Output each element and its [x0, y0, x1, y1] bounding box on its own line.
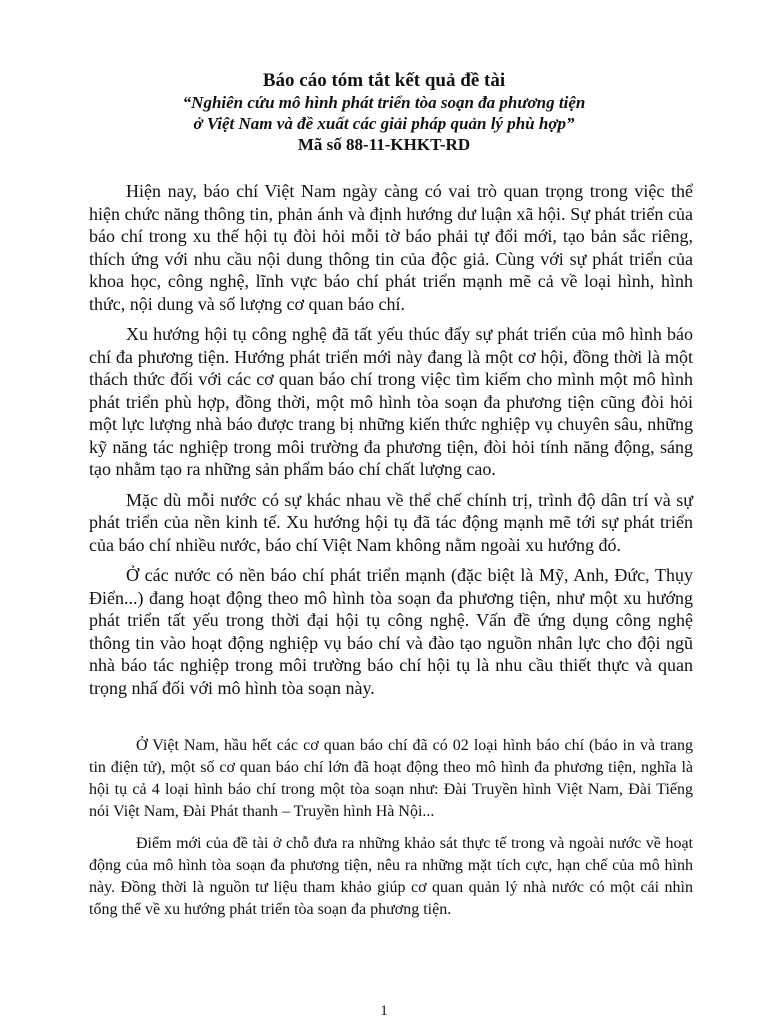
body-section-main — [89, 180, 693, 707]
paragraph-6: Điểm mới của đề tài ở chỗ đưa ra những khảo sát thực tế trong và ngoài nước về hoạt động của mô hình tòa soạn đa phương tiện, nêu ra những mặt tích cực, hạn chế của mô hình này. Đồng thời là nguồn tư liệu tham khảo giúp cơ quan quản lý nhà nước có một cái nhìn tổng thể về xu hướng phát triển tòa soạn đa phương tiện. — [89, 835, 693, 918]
paragraph-2: Xu hướng hội tụ công nghệ đã tất yếu thúc đẩy sự phát triển của mô hình báo chí đa phương tiện. Hướng phát triển mới này đang là một cơ hội, đồng thời là một thách thức đối với các cơ quan báo chí trong việc tìm kiếm cho mình một mô hình phát triển phù hợp, đồng thời, một mô hình tòa soạn đa phương tiện cũng đòi hỏi một lực lượng nhà báo được trang bị những kiến thức nghiệp vụ chuyên sâu, những kỹ năng tác nghiệp trong môi trường đa phương tiện, đòi hỏi tính năng động, sáng tạo nhằm tạo ra những sản phẩm báo chí chất lượng cao. — [89, 324, 693, 479]
document-header — [0, 70, 768, 155]
page-number: 1 — [380, 1003, 388, 1019]
project-code: Mã số 88-11-KHKT-RD — [297, 135, 471, 154]
document-title: Báo cáo tóm tắt kết quả đề tài — [262, 70, 506, 91]
paragraph-3: Mặc dù mỗi nước có sự khác nhau về thể chế chính trị, trình độ dân trí và sự phát triển của nền kinh tế. Xu hướng hội tụ đã tác động mạnh mẽ tới sự phát triển của báo chí nhiều nước, báo chí Việt Nam không nằm ngoài xu hướng đó. — [89, 489, 693, 555]
paragraph-1: Hiện nay, báo chí Việt Nam ngày càng có vai trò quan trọng trong việc thể hiện chức năng thông tin, phản ánh và định hướng dư luận xã hội. Sự phát triển của báo chí trong xu thế hội tụ đòi hỏi mỗi tờ báo phải tự đổi mới, tạo bản sắc riêng, thích ứng với nhu cầu nội dung thông tin của độc giả. Cùng với sự phát triển của khoa học, công nghệ, lĩnh vực báo chí phát triển mạnh mẽ cả về loại hình, hình thức, nội dung và số lượng cơ quan báo chí. — [89, 181, 693, 314]
body-section-secondary — [89, 735, 693, 931]
paragraph-5: Ở Việt Nam, hầu hết các cơ quan báo chí đã có 02 loại hình báo chí (báo in và trang tin điện tử), một số cơ quan báo chí lớn đã hoạt động theo mô hình đa phương tiện, nghĩa là hội tụ cả 4 loại hình báo chí trong một tòa soạn như: Đài Truyền hình Việt Nam, Đài Tiếng nói Việt Nam, Đài Phát thanh – Truyền hình Hà Nội... — [89, 737, 693, 820]
document-subtitle-line2: ở Việt Nam và đề xuất các giải pháp quản lý phù hợp” — [193, 114, 575, 133]
paragraph-4: Ở các nước có nền báo chí phát triển mạnh (đặc biệt là Mỹ, Anh, Đức, Thụy Điển...) đang hoạt động theo mô hình tòa soạn đa phương tiện, như một xu hướng phát triển tất yếu trong thời đại hội tụ công nghệ. Vấn đề ứng dụng công nghệ thông tin vào hoạt động nghiệp vụ báo chí và đào tạo nguồn nhân lực cho đội ngũ nhà báo tác nghiệp trong môi trường báo chí hội tụ là nhu cầu thiết thực và quan trọng nhấ đối với mô hình tòa soạn này. — [89, 565, 693, 698]
document-subtitle-line1: “Nghiên cứu mô hình phát triển tòa soạn đa phương tiện — [182, 93, 586, 112]
